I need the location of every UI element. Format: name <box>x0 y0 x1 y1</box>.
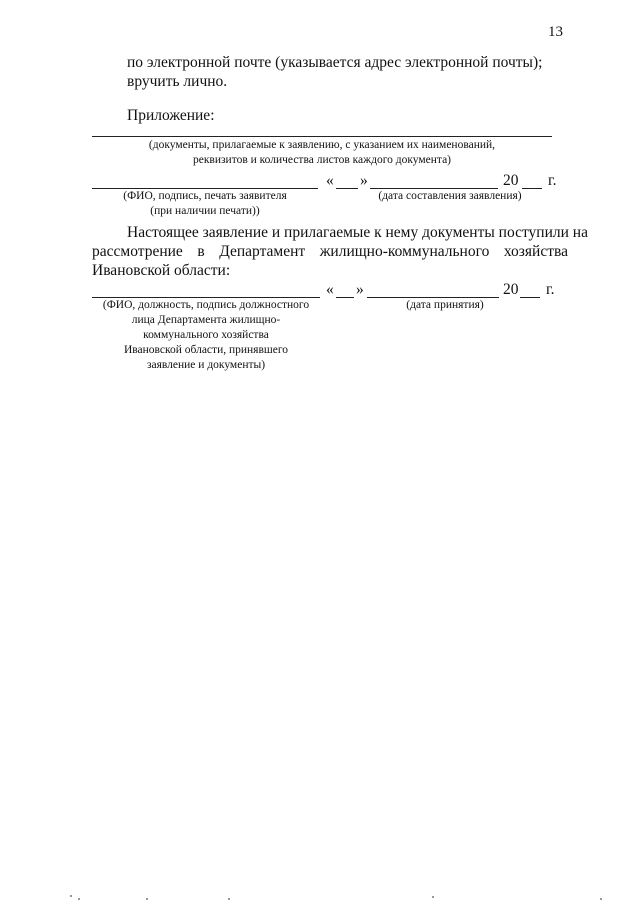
scan-speck <box>432 896 434 898</box>
acceptance-caption-line4: Ивановской области, принявшего <box>123 344 289 356</box>
receipt-line2 <box>92 243 568 261</box>
acceptance-year-prefix: 20 <box>503 281 519 298</box>
applicant-quote-close: » <box>360 172 368 189</box>
attachment-caption-line1: (документы, прилагаемые к заявлению, с указанием их наименований, <box>148 139 496 151</box>
receipt-word-5: хозяйства <box>503 243 568 260</box>
attachment-fill-line <box>92 136 552 137</box>
acceptance-caption-line1: (ФИО, должность, подпись должностного <box>102 299 310 311</box>
receipt-line1: Настоящее заявление и прилагаемые к нему документы поступили на <box>127 224 588 241</box>
receipt-word-4: жилищно-коммунального <box>319 243 490 260</box>
scan-speck <box>600 898 602 900</box>
receipt-line3: Ивановской области: <box>92 262 231 279</box>
attachment-caption <box>92 138 552 168</box>
applicant-quote-open: « <box>326 172 334 189</box>
acceptance-quote-open: « <box>326 281 334 298</box>
receipt-word-1: рассмотрение <box>92 243 183 260</box>
delivery-personal-line: вручить лично. <box>127 73 228 90</box>
acceptance-caption <box>88 298 324 373</box>
scan-speck <box>70 895 72 897</box>
acceptance-quote-close: » <box>356 281 364 298</box>
receipt-word-2: в <box>197 243 205 260</box>
acceptance-year-suffix: г. <box>546 281 555 298</box>
acceptance-date-caption: (дата принятия) <box>406 299 484 311</box>
scan-speck <box>228 898 230 900</box>
applicant-caption-line2: (при наличии печати)) <box>150 205 260 217</box>
acceptance-caption-line2: лица Департамента жилищно- <box>131 314 281 326</box>
applicant-caption <box>92 189 318 219</box>
attachment-caption-line2: реквизитов и количества листов каждого документа) <box>192 154 452 166</box>
scan-speck <box>146 898 148 900</box>
acceptance-caption-line5: заявление и документы) <box>146 359 266 371</box>
scan-speck <box>78 898 80 900</box>
page-number: 13 <box>548 24 563 40</box>
applicant-date-caption: (дата составления заявления) <box>378 190 522 202</box>
applicant-year-prefix: 20 <box>503 172 519 189</box>
applicant-caption-line1: (ФИО, подпись, печать заявителя <box>123 190 287 202</box>
applicant-year-suffix: г. <box>548 172 557 189</box>
attachment-label: Приложение: <box>127 107 215 124</box>
delivery-email-line: по электронной почте (указывается адрес электронной почты); <box>127 54 543 71</box>
receipt-word-3: Департамент <box>219 243 306 260</box>
acceptance-caption-line3: коммунального хозяйства <box>143 329 269 341</box>
